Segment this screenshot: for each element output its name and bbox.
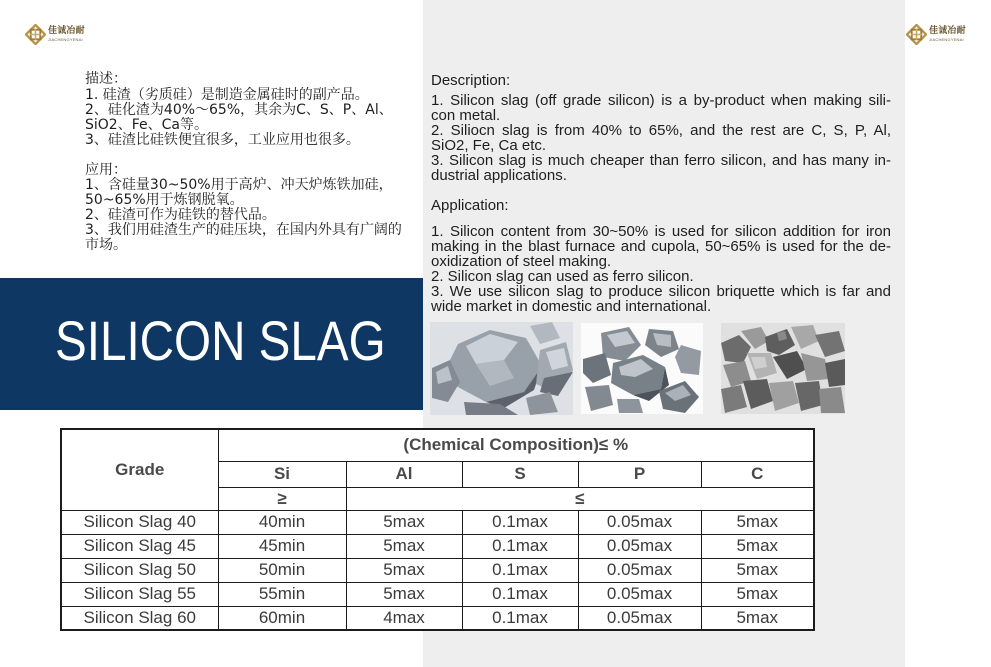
cn-description-list (85, 88, 420, 148)
grade-cell: Silicon Slag 55 (61, 582, 218, 606)
en-application-line: 2. Silicon slag can used as ferro silicon. (431, 268, 694, 285)
c-cell: 5max (701, 558, 814, 582)
element-header-p: P (578, 461, 701, 487)
si-cell: 40min (218, 510, 346, 534)
en-application-line: oxidization of steel making. (431, 253, 612, 270)
cn-application-list (85, 178, 420, 253)
table-row (61, 582, 814, 606)
cn-description-line: 3、硅渣比硅铁便宜很多，工业应用也很多。 (85, 132, 360, 148)
en-description-line: dustrial applications. (431, 167, 567, 184)
si-cell: 55min (218, 582, 346, 606)
brand-logo-right (906, 23, 970, 47)
product-title: SILICON SLAG (55, 309, 386, 372)
si-cell: 50min (218, 558, 346, 582)
brand-logo-icon (906, 24, 927, 45)
element-header-si: Si (218, 461, 346, 487)
grade-cell: Silicon Slag 60 (61, 606, 218, 630)
en-description-heading-text: Description: (431, 72, 511, 89)
p-cell: 0.05max (578, 582, 701, 606)
chemical-composition-table (60, 428, 815, 631)
en-description-line: 3. Silicon slag is much cheaper than ferro silicon, and has many in- (431, 152, 891, 169)
table-row (61, 606, 814, 630)
en-description-line: con metal. (431, 107, 501, 124)
product-photo-2 (581, 323, 703, 414)
al-cell: 5max (346, 534, 462, 558)
table-row (61, 510, 814, 534)
cn-description-line: SiO2、Fe、Ca等。 (85, 117, 208, 133)
s-cell: 0.1max (462, 582, 578, 606)
table-header-row (61, 429, 814, 461)
s-cell: 0.1max (462, 534, 578, 558)
grade-cell: Silicon Slag 40 (61, 510, 218, 534)
c-cell: 5max (701, 606, 814, 630)
cn-application-line: 市场。 (85, 237, 127, 253)
brand-name-cn: 佳诚冶耐 (48, 26, 85, 36)
en-application-heading (431, 198, 891, 213)
en-application-line: 3. We use silicon slag to produce silicon briquette which is far and (431, 283, 891, 300)
grade-header: Grade (61, 429, 218, 510)
title-banner (0, 278, 423, 410)
brand-logo-icon (25, 24, 46, 45)
brand-name-en: JIACHENGYENAI (48, 37, 83, 42)
en-description-list (431, 93, 891, 183)
table-row (61, 534, 814, 558)
grade-cell: Silicon Slag 50 (61, 558, 218, 582)
cn-description-line: 2、硅化渣为40%～65%，其余为C、S、P、Al、 (85, 102, 393, 118)
product-photo-1 (430, 322, 573, 415)
slag-lump (819, 387, 845, 413)
si-cell: 60min (218, 606, 346, 630)
brand-name-cn: 佳诚冶耐 (929, 26, 966, 36)
element-header-s: S (462, 461, 578, 487)
table-row (61, 558, 814, 582)
al-cell: 5max (346, 558, 462, 582)
slag-lump (617, 399, 643, 413)
en-application-line: wide market in domestic and international. (431, 298, 712, 315)
cn-description-line: 1. 硅渣（劣质硅）是制造金属硅时的副产品。 (85, 87, 369, 103)
en-description-heading (431, 73, 891, 88)
en-application-line: making in the blast furnace and cupola, 50~65% is used for the de- (431, 238, 891, 255)
others-limit-symbol: ≤ (346, 487, 814, 510)
si-limit-symbol: ≥ (218, 487, 346, 510)
si-cell: 45min (218, 534, 346, 558)
composition-header: (Chemical Composition)≤ % (218, 429, 814, 461)
grade-cell: Silicon Slag 45 (61, 534, 218, 558)
cn-application-line: 1、含硅量30~50%用于高炉、冲天炉炼铁加硅， (85, 177, 393, 193)
c-cell: 5max (701, 534, 814, 558)
p-cell: 0.05max (578, 534, 701, 558)
al-cell: 4max (346, 606, 462, 630)
cn-application-heading (85, 163, 420, 178)
p-cell: 0.05max (578, 606, 701, 630)
product-photo-3 (721, 323, 845, 414)
cn-description-heading (85, 72, 420, 87)
s-cell: 0.1max (462, 558, 578, 582)
al-cell: 5max (346, 582, 462, 606)
element-header-c: C (701, 461, 814, 487)
en-description-line: 1. Silicon slag (off grade silicon) is a by-product when making sili- (431, 92, 891, 109)
brand-logo-left (25, 23, 89, 47)
en-application-line: 1. Silicon content from 30~50% is used for silicon addition for iron (431, 223, 891, 240)
cn-application-line: 2、硅渣可作为硅铁的替代品。 (85, 207, 276, 223)
en-description-line: 2. Siliocn slag is from 40% to 65%, and the rest are C, S, P, Al, (431, 122, 891, 139)
al-cell: 5max (346, 510, 462, 534)
s-cell: 0.1max (462, 510, 578, 534)
c-cell: 5max (701, 582, 814, 606)
brand-name-en: JIACHENGYENAI (929, 37, 964, 42)
cn-application-heading-text: 应用： (85, 162, 127, 178)
cn-application-line: 3、我们用硅渣生产的硅压块，在国内外具有广阔的 (85, 222, 402, 238)
p-cell: 0.05max (578, 558, 701, 582)
cn-description-heading-text: 描述： (85, 71, 127, 87)
p-cell: 0.05max (578, 510, 701, 534)
en-application-list (431, 224, 891, 314)
en-description-line: SiO2, Fe, Ca etc. (431, 137, 547, 154)
cn-application-line: 50~65%用于炼钢脱氧。 (85, 192, 244, 208)
c-cell: 5max (701, 510, 814, 534)
s-cell: 0.1max (462, 606, 578, 630)
element-header-al: Al (346, 461, 462, 487)
en-application-heading-text: Application: (431, 197, 509, 214)
